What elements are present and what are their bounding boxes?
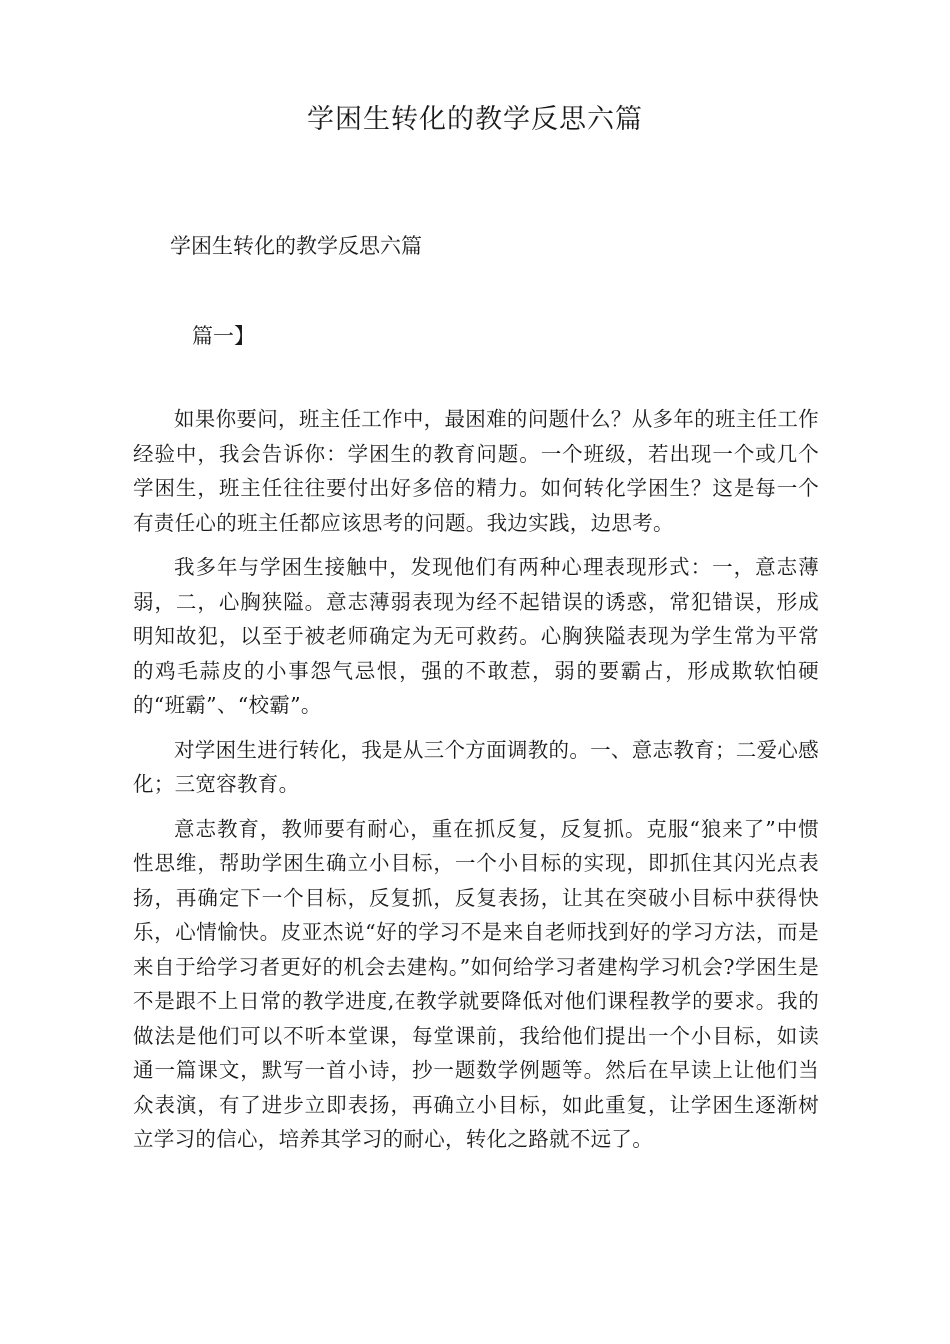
body-text xyxy=(133,402,819,1167)
paragraph: 意志教育，教师要有耐心，重在抓反复，反复抓。克服“狼来了”中惯性思维，帮助学困生确立小目标，一个小目标的实现，即抓住其闪光点表扬，再确定下一个目标，反复抓，反复表扬，让其在突破小目标中获得快乐，心情愉快。皮亚杰说“好的学习不是来自老师找到好的学习方法，而是来自于给学习者更好的机会去建构。”如何给学习者建构学习机会?学困生是不是跟不上日常的教学进度,在教学就要降低对他们课程教学的要求。我的做法是他们可以不听本堂课，每堂课前，我给他们提出一个小目标，如读通一篇课文，默写一首小诗，抄一题数学例题等。然后在早读上让他们当众表演，有了进步立即表扬，再确立小目标，如此重复，让学困生逐渐树立学习的信心，培养其学习的耐心，转化之路就不远了。 xyxy=(133,816,819,1151)
section-label: 篇一】 xyxy=(192,324,255,348)
document-title: 学困生转化的教学反思六篇 xyxy=(307,104,643,135)
document-subtitle: 学困生转化的教学反思六篇 xyxy=(170,234,422,258)
paragraph: 如果你要问，班主任工作中，最困难的问题什么？从多年的班主任工作经验中，我会告诉你：学困生的教育问题。一个班级，若出现一个或几个学困生，班主任往往要付出好多倍的精力。如何转化学困生？这是每一个有责任心的班主任都应该思考的问题。我边实践，边思考。 xyxy=(133,407,819,535)
paragraph: 对学困生进行转化，我是从三个方面调教的。一、意志教育；二爱心感化；三宽容教育。 xyxy=(133,737,819,796)
paragraph: 我多年与学困生接触中，发现他们有两种心理表现形式：一，意志薄弱，二，心胸狭隘。意志薄弱表现为经不起错误的诱惑，常犯错误，形成明知故犯，以至于被老师确定为无可救药。心胸狭隘表现为学生常为平常的鸡毛蒜皮的小事怨气忌恨，强的不敢惹，弱的要霸占，形成欺软怕硬的“班霸”、“校霸”。 xyxy=(133,555,819,717)
